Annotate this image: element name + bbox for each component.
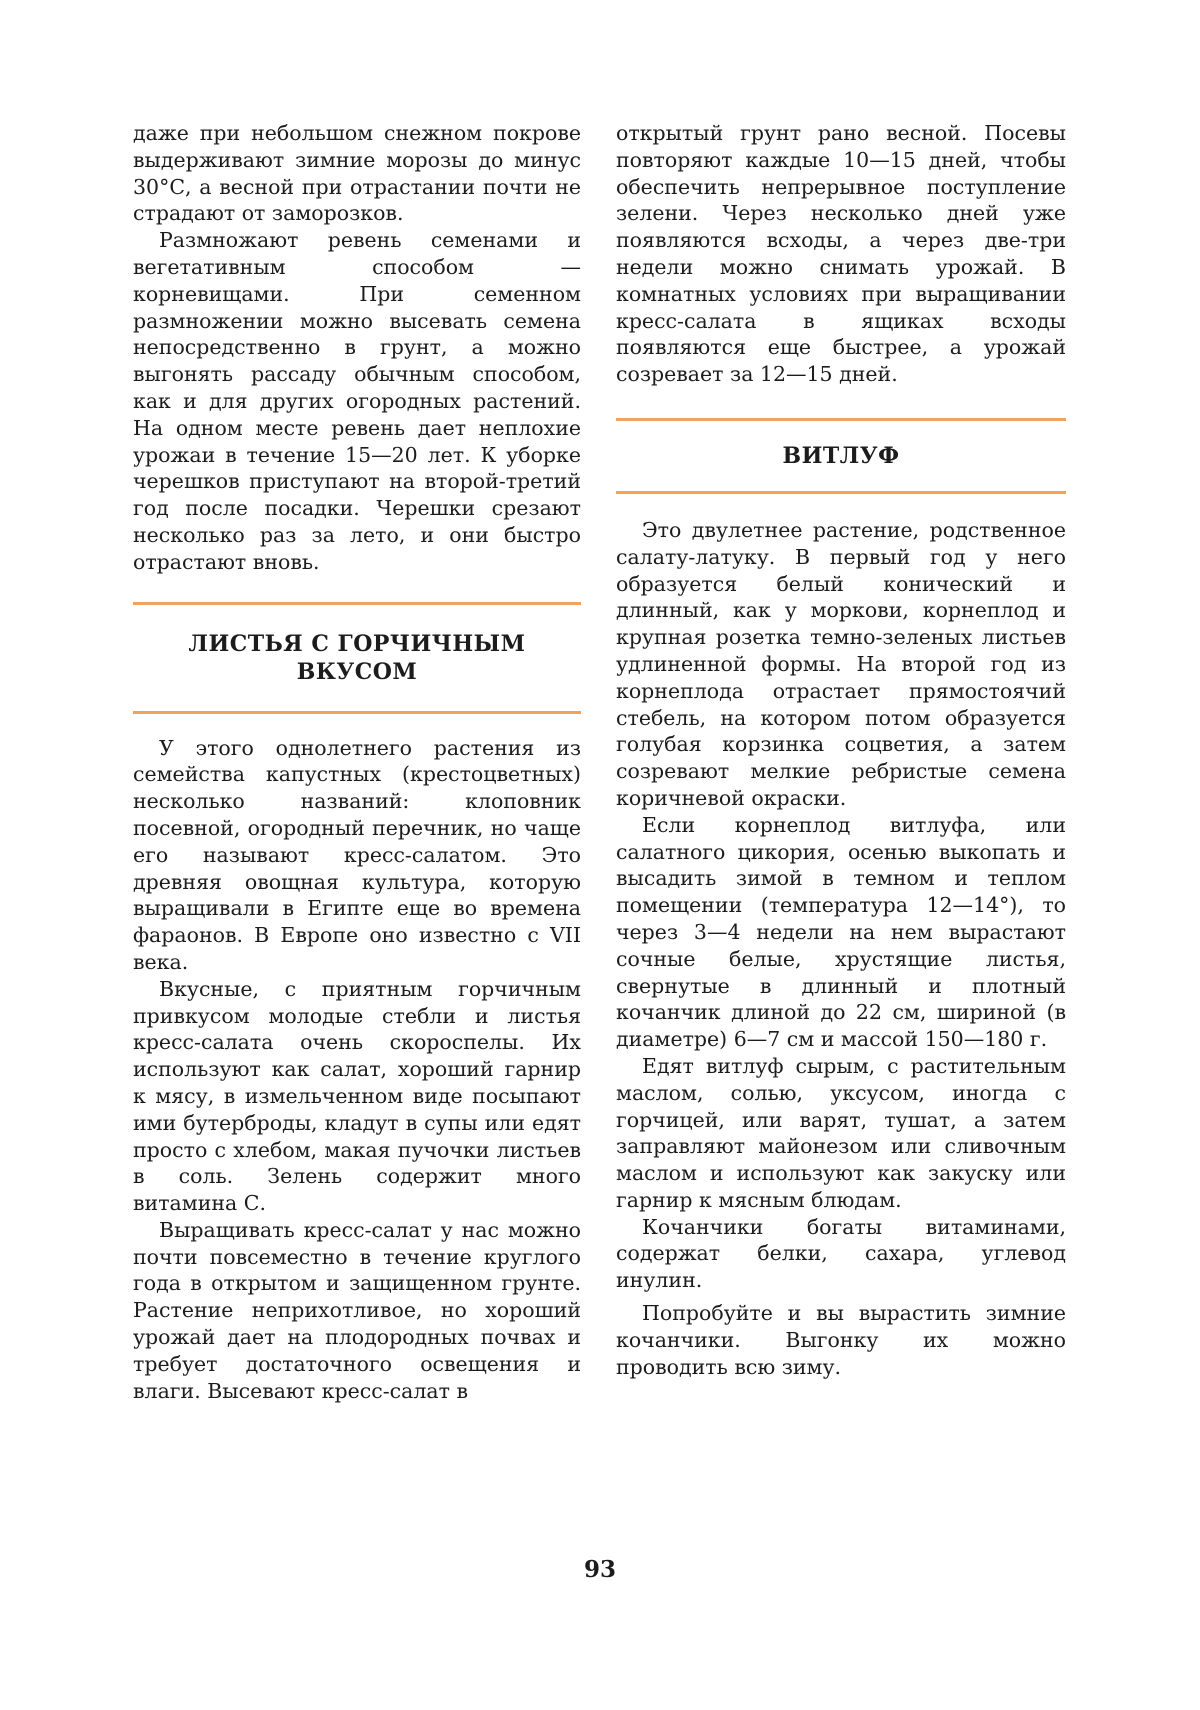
paragraph-witloof-tryit: Попробуйте и вы вырастить зимние кочанчики. Выгонку их можно проводить всю зиму. xyxy=(616,1300,1066,1380)
paragraph-rhubarb-frost: даже при небольшом снежном покрове выдерживают зимние морозы до минус 30°С, а весной при отрастании почти не страдают от заморозков. xyxy=(133,120,581,227)
paragraph-cress-taste: Вкусные, с приятным горчичным привкусом молодые стебли и листья кресс-салата очень скороспелы. Их используют как салат, хороший гарнир к мясу, в измельченном виде посыпают ими бутерброды, кладут в супы или едят просто с хлебом, макая пучочки листьев в соль. Зелень содержит много витамина С. xyxy=(133,976,581,1217)
paragraph-cress-intro: У этого однолетнего растения из семейства капустных (крестоцветных) несколько названий: клоповник посевной, огородный перечник, но чаще его называют кресс-салатом. Это древняя овощная культура, которую выращивали в Египте еще во времена фараонов. В Европе оно известно с VII века. xyxy=(133,735,581,976)
section-heading-witloof xyxy=(616,442,1066,470)
left-column xyxy=(133,120,581,1404)
heading-line: ВКУСОМ xyxy=(133,658,581,686)
heading-line: ЛИСТЬЯ С ГОРЧИЧНЫМ xyxy=(133,630,581,658)
paragraph-witloof-intro: Это двулетнее растение, родственное салату-латуку. В первый год у него образуется белый конический и длинный, как у моркови, корнеплод и крупная розетка темно-зеленых листьев удлиненной формы. На второй год из корнеплода отрастает прямостоячий стебель, на котором потом образуется голубая корзинка соцветия, а затем созревают мелкие ребристые семена коричневой окраски. xyxy=(616,517,1066,812)
right-column xyxy=(616,120,1066,1380)
paragraph-cress-sowing: открытый грунт рано весной. Посевы повторяют каждые 10—15 дней, чтобы обеспечить непрерывное поступление зелени. Через несколько дней уже появляются всходы, а через две-три недели можно снимать урожай. В комнатных условиях при выращивании кресс-салата в ящиках всходы появляются еще быстрее, а урожай созревает за 12—15 дней. xyxy=(616,120,1066,388)
page-number: 93 xyxy=(0,1556,1200,1583)
book-page xyxy=(0,0,1200,1710)
heading-line: ВИТЛУФ xyxy=(616,442,1066,470)
section-rule-bottom xyxy=(616,491,1066,494)
paragraph-rhubarb-propagation: Размножают ревень семенами и вегетативным способом — корневищами. При семенном размножении можно высевать семена непосредственно в грунт, а можно выгонять рассаду обычным способом, как и для других огородных растений. На одном месте ревень дает неплохие урожаи в течение 15—20 лет. К уборке черешков приступают на второй-третий год после посадки. Черешки срезают несколько раз за лето, и они быстро отрастают вновь. xyxy=(133,227,581,575)
paragraph-witloof-vitamins: Кочанчики богаты витаминами, содержат белки, сахара, углевод инулин. xyxy=(616,1214,1066,1294)
section-rule-bottom xyxy=(133,711,581,714)
paragraph-witloof-eating: Едят витлуф сырым, с растительным маслом, солью, уксусом, иногда с горчицей, или варят, тушат, а затем заправляют майонезом или сливочным маслом и используют как закуску или гарнир к мясным блюдам. xyxy=(616,1053,1066,1214)
section-heading-mustard-leaves xyxy=(133,630,581,686)
paragraph-witloof-forcing: Если корнеплод витлуфа, или салатного цикория, осенью выкопать и высадить зимой в темном и теплом помещении (температура 12—14°), то через 3—4 недели на нем вырастают сочные белые, хрустящие листья, свернутые в длинный и плотный кочанчик длиной до 22 см, шириной (в диаметре) 6—7 см и массой 150—180 г. xyxy=(616,812,1066,1053)
paragraph-cress-growing: Выращивать кресс-салат у нас можно почти повсеместно в течение круглого года в открытом и защищенном грунте. Растение неприхотливое, но хороший урожай дает на плодородных почвах и требует достаточного освещения и влаги. Высевают кресс-салат в xyxy=(133,1217,581,1405)
section-rule-top xyxy=(616,418,1066,421)
section-rule-top xyxy=(133,602,581,605)
